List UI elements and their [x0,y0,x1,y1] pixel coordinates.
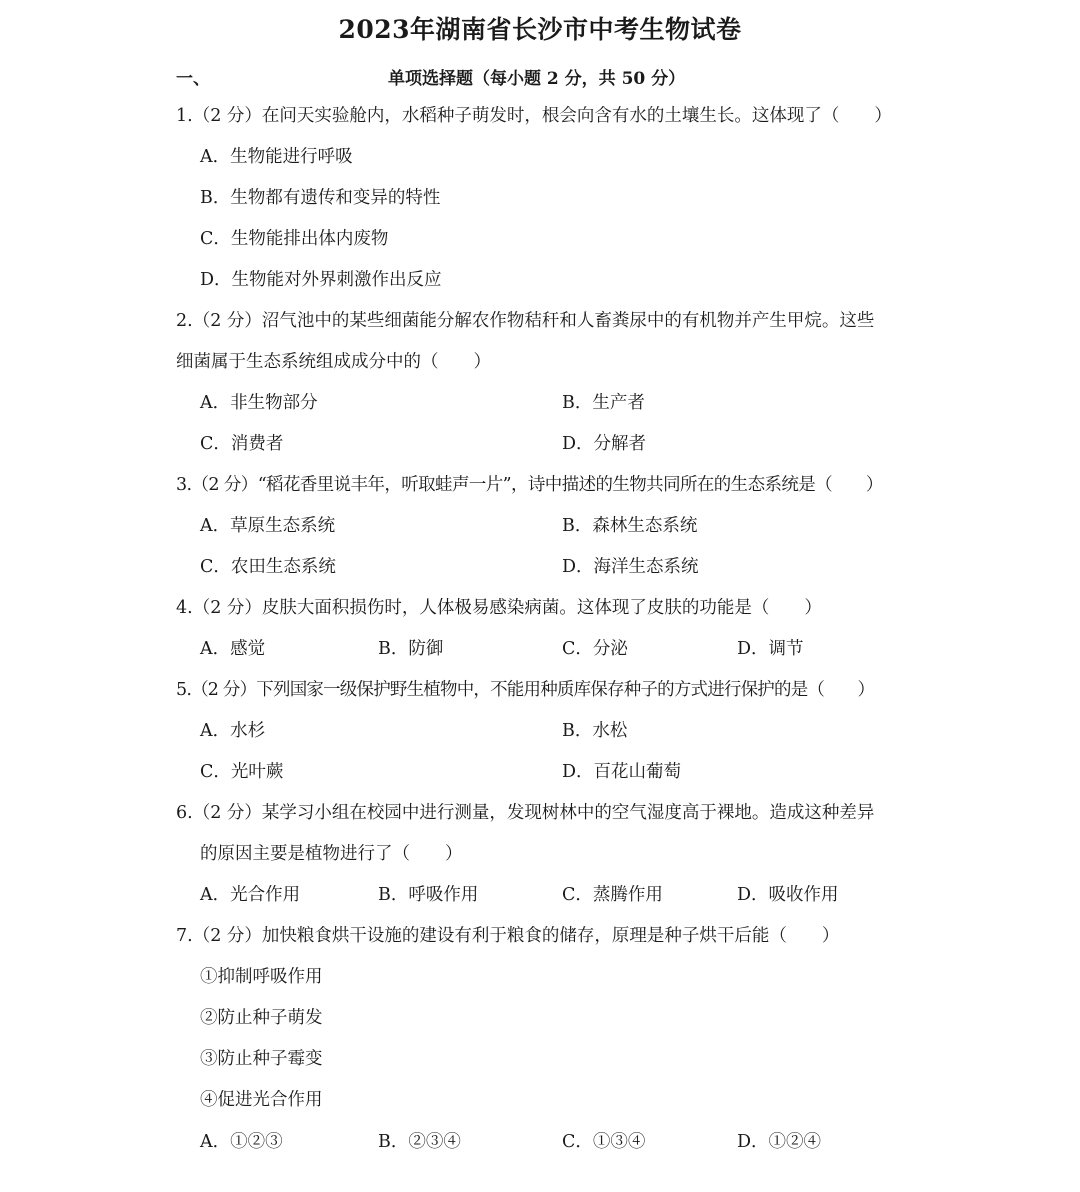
question-1-option-d: D．生物能对外界刺激作出反应 [200,270,442,290]
question-6-option-b: B．呼吸作用 [378,885,479,905]
question-7-option-a: A．①②③ [200,1132,283,1152]
question-2-option-d: D．分解者 [562,434,647,454]
question-7-statement-1: ①抑制呼吸作用 [200,967,323,987]
section-heading: 单项选择题（每小题 2 分，共 50 分） [388,69,686,89]
question-4-option-c: C．分泌 [562,639,628,659]
question-1-option-b: B．生物都有遗传和变异的特性 [200,188,441,208]
question-5-stem: 5.（2 分）下列国家一级保护野生植物中，不能用种质库保存种子的方式进行保护的是（ ） [176,680,875,700]
question-3-option-b: B．森林生态系统 [562,516,698,536]
question-5-option-c: C．光叶蕨 [200,762,284,782]
question-7-option-b: B．②③④ [378,1132,461,1152]
question-6-option-c: C．蒸腾作用 [562,885,663,905]
question-4-option-b: B．防御 [378,639,444,659]
question-7-statement-3: ③防止种子霉变 [200,1049,323,1069]
question-2-stem-line-1: 2.（2 分）沼气池中的某些细菌能分解农作物秸秆和人畜粪尿中的有机物并产生甲烷。这些 [176,311,875,331]
question-6-option-d: D．吸收作用 [737,885,839,905]
question-3-option-a: A．草原生态系统 [200,516,336,536]
section-number: 一、 [176,69,210,89]
question-4-option-a: A．感觉 [200,639,266,659]
question-1-stem: 1.（2 分）在问天实验舱内，水稻种子萌发时，根会向含有水的土壤生长。这体现了（ ） [176,106,892,126]
question-2-option-b: B．生产者 [562,393,645,413]
question-2-option-a: A．非生物部分 [200,393,318,413]
question-6-stem-line-2: 的原因主要是植物进行了（ ） [200,844,463,864]
question-6-stem-line-1: 6.（2 分）某学习小组在校园中进行测量，发现树林中的空气湿度高于裸地。造成这种差异 [176,803,875,823]
question-7-option-c: C．①③④ [562,1132,646,1152]
question-7-statement-2: ②防止种子萌发 [200,1008,323,1028]
question-1-option-c: C．生物能排出体内废物 [200,229,389,249]
question-7-option-d: D．①②④ [737,1132,822,1152]
question-4-option-d: D．调节 [737,639,804,659]
question-5-option-a: A．水杉 [200,721,266,741]
exam-title: 2023年湖南省长沙市中考生物试卷 [338,15,742,44]
question-2-stem-line-2: 细菌属于生态系统组成成分中的（ ） [176,352,491,372]
question-3-option-d: D．海洋生态系统 [562,557,699,577]
question-5-option-b: B．水松 [562,721,628,741]
question-3-option-c: C．农田生态系统 [200,557,336,577]
question-3-stem: 3.（2 分）“稻花香里说丰年，听取蛙声一片”，诗中描述的生物共同所在的生态系统是（ ） [176,475,883,495]
section-header [0,64,1080,92]
question-7-stem: 7.（2 分）加快粮食烘干设施的建设有利于粮食的储存，原理是种子烘干后能（ ） [176,926,840,946]
question-2-option-c: C．消费者 [200,434,284,454]
question-6-option-a: A．光合作用 [200,885,301,905]
question-7-statement-4: ④促进光合作用 [200,1090,323,1110]
question-5-option-d: D．百花山葡萄 [562,762,682,782]
question-4-stem: 4.（2 分）皮肤大面积损伤时，人体极易感染病菌。这体现了皮肤的功能是（ ） [176,598,822,618]
question-1-option-a: A．生物能进行呼吸 [200,147,353,167]
